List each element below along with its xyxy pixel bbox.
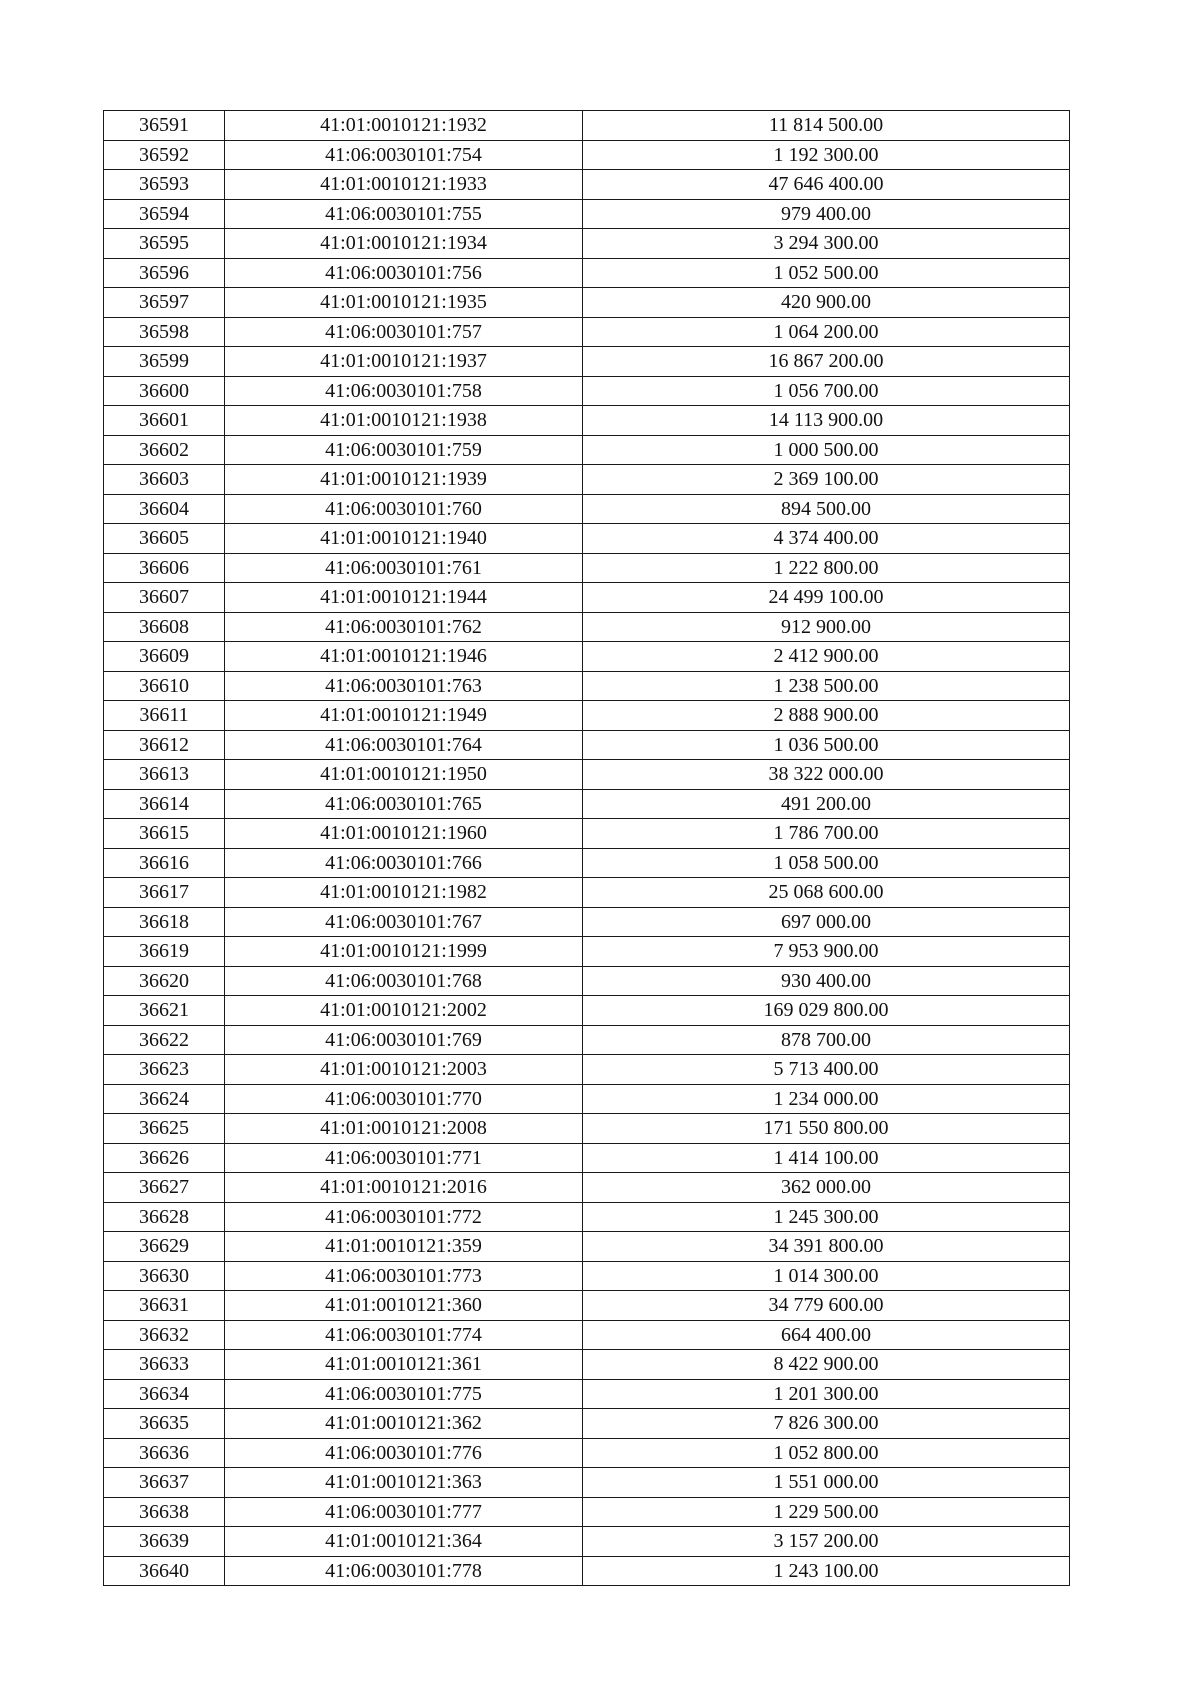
cadastral-value-cell: 14 113 900.00 (583, 406, 1070, 436)
cadastral-value-cell: 38 322 000.00 (583, 760, 1070, 790)
table-row (104, 1527, 1070, 1557)
table-row (104, 789, 1070, 819)
cadastral-number-cell: 41:01:0010121:362 (225, 1409, 583, 1439)
table-row (104, 199, 1070, 229)
cadastral-number-cell: 41:06:0030101:768 (225, 966, 583, 996)
row-number-cell: 36617 (104, 878, 225, 908)
cadastral-value-cell: 1 014 300.00 (583, 1261, 1070, 1291)
cadastral-number-cell: 41:01:0010121:1939 (225, 465, 583, 495)
row-number-cell: 36627 (104, 1173, 225, 1203)
cadastral-value-cell: 7 953 900.00 (583, 937, 1070, 967)
cadastral-number-cell: 41:01:0010121:1999 (225, 937, 583, 967)
row-number-cell: 36637 (104, 1468, 225, 1498)
row-number-cell: 36618 (104, 907, 225, 937)
table-row (104, 1556, 1070, 1586)
table-row (104, 907, 1070, 937)
row-number-cell: 36624 (104, 1084, 225, 1114)
table-row (104, 583, 1070, 613)
table-row (104, 760, 1070, 790)
row-number-cell: 36636 (104, 1438, 225, 1468)
cadastral-value-cell: 1 245 300.00 (583, 1202, 1070, 1232)
cadastral-number-cell: 41:01:0010121:363 (225, 1468, 583, 1498)
table-row (104, 494, 1070, 524)
table-row (104, 730, 1070, 760)
cadastral-value-cell: 16 867 200.00 (583, 347, 1070, 377)
row-number-cell: 36632 (104, 1320, 225, 1350)
row-number-cell: 36612 (104, 730, 225, 760)
table-row (104, 1350, 1070, 1380)
cadastral-value-cell: 11 814 500.00 (583, 111, 1070, 141)
table-row (104, 288, 1070, 318)
table-row (104, 1025, 1070, 1055)
row-number-cell: 36630 (104, 1261, 225, 1291)
cadastral-number-cell: 41:06:0030101:775 (225, 1379, 583, 1409)
row-number-cell: 36633 (104, 1350, 225, 1380)
cadastral-value-cell: 697 000.00 (583, 907, 1070, 937)
table-row (104, 406, 1070, 436)
cadastral-value-cell: 47 646 400.00 (583, 170, 1070, 200)
row-number-cell: 36608 (104, 612, 225, 642)
cadastral-number-cell: 41:01:0010121:1935 (225, 288, 583, 318)
row-number-cell: 36607 (104, 583, 225, 613)
row-number-cell: 36601 (104, 406, 225, 436)
cadastral-number-cell: 41:06:0030101:774 (225, 1320, 583, 1350)
row-number-cell: 36594 (104, 199, 225, 229)
cadastral-value-cell: 1 243 100.00 (583, 1556, 1070, 1586)
row-number-cell: 36605 (104, 524, 225, 554)
cadastral-number-cell: 41:01:0010121:2003 (225, 1055, 583, 1085)
row-number-cell: 36610 (104, 671, 225, 701)
cadastral-number-cell: 41:01:0010121:1949 (225, 701, 583, 731)
cadastral-value-cell: 7 826 300.00 (583, 1409, 1070, 1439)
cadastral-value-cell: 420 900.00 (583, 288, 1070, 318)
cadastral-value-cell: 1 192 300.00 (583, 140, 1070, 170)
cadastral-value-cell: 169 029 800.00 (583, 996, 1070, 1026)
table-row (104, 1143, 1070, 1173)
cadastral-number-cell: 41:06:0030101:754 (225, 140, 583, 170)
cadastral-number-cell: 41:06:0030101:759 (225, 435, 583, 465)
cadastral-number-cell: 41:06:0030101:765 (225, 789, 583, 819)
cadastral-value-cell: 894 500.00 (583, 494, 1070, 524)
cadastral-number-cell: 41:01:0010121:2008 (225, 1114, 583, 1144)
table-row (104, 1409, 1070, 1439)
table-row (104, 848, 1070, 878)
table-row (104, 1173, 1070, 1203)
table-row (104, 966, 1070, 996)
row-number-cell: 36631 (104, 1291, 225, 1321)
row-number-cell: 36623 (104, 1055, 225, 1085)
row-number-cell: 36635 (104, 1409, 225, 1439)
cadastral-number-cell: 41:06:0030101:764 (225, 730, 583, 760)
cadastral-value-cell: 1 786 700.00 (583, 819, 1070, 849)
table-row (104, 1114, 1070, 1144)
table-row (104, 1202, 1070, 1232)
cadastral-number-cell: 41:06:0030101:756 (225, 258, 583, 288)
cadastral-number-cell: 41:01:0010121:1946 (225, 642, 583, 672)
cadastral-value-cell: 24 499 100.00 (583, 583, 1070, 613)
cadastral-value-cell: 1 551 000.00 (583, 1468, 1070, 1498)
table-row (104, 1320, 1070, 1350)
table-row (104, 258, 1070, 288)
row-number-cell: 36598 (104, 317, 225, 347)
cadastral-number-cell: 41:06:0030101:767 (225, 907, 583, 937)
table-row (104, 1232, 1070, 1262)
table-row (104, 229, 1070, 259)
table-row (104, 170, 1070, 200)
cadastral-number-cell: 41:06:0030101:769 (225, 1025, 583, 1055)
table-row (104, 1291, 1070, 1321)
cadastral-value-cell: 5 713 400.00 (583, 1055, 1070, 1085)
table-body (104, 111, 1070, 1586)
row-number-cell: 36592 (104, 140, 225, 170)
cadastral-number-cell: 41:06:0030101:770 (225, 1084, 583, 1114)
row-number-cell: 36613 (104, 760, 225, 790)
cadastral-value-cell: 491 200.00 (583, 789, 1070, 819)
cadastral-value-cell: 171 550 800.00 (583, 1114, 1070, 1144)
cadastral-number-cell: 41:06:0030101:772 (225, 1202, 583, 1232)
row-number-cell: 36620 (104, 966, 225, 996)
row-number-cell: 36611 (104, 701, 225, 731)
cadastral-value-cell: 1 234 000.00 (583, 1084, 1070, 1114)
cadastral-number-cell: 41:01:0010121:360 (225, 1291, 583, 1321)
cadastral-value-cell: 1 058 500.00 (583, 848, 1070, 878)
cadastral-value-cell: 1 222 800.00 (583, 553, 1070, 583)
cadastral-number-cell: 41:01:0010121:1950 (225, 760, 583, 790)
row-number-cell: 36625 (104, 1114, 225, 1144)
cadastral-number-cell: 41:01:0010121:1944 (225, 583, 583, 613)
table-row (104, 996, 1070, 1026)
row-number-cell: 36591 (104, 111, 225, 141)
cadastral-number-cell: 41:06:0030101:755 (225, 199, 583, 229)
cadastral-number-cell: 41:06:0030101:757 (225, 317, 583, 347)
table-row (104, 140, 1070, 170)
table-row (104, 1468, 1070, 1498)
cadastral-number-cell: 41:06:0030101:758 (225, 376, 583, 406)
row-number-cell: 36600 (104, 376, 225, 406)
cadastral-value-cell: 1 064 200.00 (583, 317, 1070, 347)
cadastral-number-cell: 41:01:0010121:1934 (225, 229, 583, 259)
cadastral-value-cell: 1 201 300.00 (583, 1379, 1070, 1409)
cadastral-number-cell: 41:01:0010121:1932 (225, 111, 583, 141)
cadastral-value-cell: 25 068 600.00 (583, 878, 1070, 908)
cadastral-value-cell: 878 700.00 (583, 1025, 1070, 1055)
cadastral-number-cell: 41:06:0030101:776 (225, 1438, 583, 1468)
row-number-cell: 36614 (104, 789, 225, 819)
table-row (104, 701, 1070, 731)
table-row (104, 671, 1070, 701)
table-row (104, 111, 1070, 141)
cadastral-value-cell: 1 052 800.00 (583, 1438, 1070, 1468)
cadastral-value-cell: 664 400.00 (583, 1320, 1070, 1350)
table-row (104, 1055, 1070, 1085)
table-row (104, 376, 1070, 406)
table-row (104, 612, 1070, 642)
cadastral-value-cell: 1 052 500.00 (583, 258, 1070, 288)
cadastral-number-cell: 41:01:0010121:361 (225, 1350, 583, 1380)
cadastral-value-cell: 1 238 500.00 (583, 671, 1070, 701)
table-row (104, 1261, 1070, 1291)
row-number-cell: 36616 (104, 848, 225, 878)
cadastral-value-cell: 34 391 800.00 (583, 1232, 1070, 1262)
cadastral-value-cell: 1 414 100.00 (583, 1143, 1070, 1173)
row-number-cell: 36615 (104, 819, 225, 849)
cadastral-number-cell: 41:01:0010121:1982 (225, 878, 583, 908)
cadastral-number-cell: 41:01:0010121:2002 (225, 996, 583, 1026)
table-row (104, 1497, 1070, 1527)
cadastral-value-cell: 2 888 900.00 (583, 701, 1070, 731)
table-row (104, 1438, 1070, 1468)
cadastral-value-cell: 930 400.00 (583, 966, 1070, 996)
cadastral-value-cell: 3 294 300.00 (583, 229, 1070, 259)
table-row (104, 819, 1070, 849)
cadastral-value-cell: 1 229 500.00 (583, 1497, 1070, 1527)
row-number-cell: 36634 (104, 1379, 225, 1409)
table-row (104, 524, 1070, 554)
cadastral-value-cell: 2 369 100.00 (583, 465, 1070, 495)
row-number-cell: 36603 (104, 465, 225, 495)
cadastral-number-cell: 41:06:0030101:778 (225, 1556, 583, 1586)
cadastral-number-cell: 41:01:0010121:359 (225, 1232, 583, 1262)
table-row (104, 553, 1070, 583)
row-number-cell: 36639 (104, 1527, 225, 1557)
cadastral-number-cell: 41:06:0030101:773 (225, 1261, 583, 1291)
row-number-cell: 36593 (104, 170, 225, 200)
cadastral-value-cell: 1 056 700.00 (583, 376, 1070, 406)
row-number-cell: 36638 (104, 1497, 225, 1527)
cadastral-value-cell: 4 374 400.00 (583, 524, 1070, 554)
cadastral-number-cell: 41:06:0030101:763 (225, 671, 583, 701)
cadastral-number-cell: 41:06:0030101:761 (225, 553, 583, 583)
cadastral-value-cell: 2 412 900.00 (583, 642, 1070, 672)
row-number-cell: 36604 (104, 494, 225, 524)
cadastral-number-cell: 41:01:0010121:2016 (225, 1173, 583, 1203)
row-number-cell: 36599 (104, 347, 225, 377)
table-row (104, 937, 1070, 967)
table-row (104, 878, 1070, 908)
row-number-cell: 36621 (104, 996, 225, 1026)
cadastral-value-cell: 912 900.00 (583, 612, 1070, 642)
row-number-cell: 36606 (104, 553, 225, 583)
row-number-cell: 36626 (104, 1143, 225, 1173)
row-number-cell: 36619 (104, 937, 225, 967)
table-row (104, 642, 1070, 672)
cadastral-value-cell: 362 000.00 (583, 1173, 1070, 1203)
table-row (104, 347, 1070, 377)
row-number-cell: 36629 (104, 1232, 225, 1262)
cadastral-value-cell: 34 779 600.00 (583, 1291, 1070, 1321)
row-number-cell: 36602 (104, 435, 225, 465)
cadastral-number-cell: 41:06:0030101:771 (225, 1143, 583, 1173)
row-number-cell: 36628 (104, 1202, 225, 1232)
table-row (104, 1379, 1070, 1409)
row-number-cell: 36597 (104, 288, 225, 318)
row-number-cell: 36622 (104, 1025, 225, 1055)
table-row (104, 435, 1070, 465)
table-row (104, 465, 1070, 495)
cadastral-number-cell: 41:01:0010121:1960 (225, 819, 583, 849)
cadastral-number-cell: 41:01:0010121:1933 (225, 170, 583, 200)
cadastral-number-cell: 41:06:0030101:766 (225, 848, 583, 878)
cadastral-number-cell: 41:01:0010121:364 (225, 1527, 583, 1557)
cadastral-value-table (103, 110, 1070, 1586)
table-row (104, 1084, 1070, 1114)
cadastral-number-cell: 41:06:0030101:760 (225, 494, 583, 524)
cadastral-value-cell: 3 157 200.00 (583, 1527, 1070, 1557)
cadastral-number-cell: 41:01:0010121:1937 (225, 347, 583, 377)
cadastral-number-cell: 41:01:0010121:1938 (225, 406, 583, 436)
row-number-cell: 36595 (104, 229, 225, 259)
cadastral-number-cell: 41:06:0030101:777 (225, 1497, 583, 1527)
cadastral-value-cell: 1 000 500.00 (583, 435, 1070, 465)
table-row (104, 317, 1070, 347)
row-number-cell: 36596 (104, 258, 225, 288)
cadastral-number-cell: 41:01:0010121:1940 (225, 524, 583, 554)
cadastral-number-cell: 41:06:0030101:762 (225, 612, 583, 642)
row-number-cell: 36640 (104, 1556, 225, 1586)
row-number-cell: 36609 (104, 642, 225, 672)
cadastral-value-cell: 8 422 900.00 (583, 1350, 1070, 1380)
cadastral-value-cell: 1 036 500.00 (583, 730, 1070, 760)
cadastral-value-cell: 979 400.00 (583, 199, 1070, 229)
